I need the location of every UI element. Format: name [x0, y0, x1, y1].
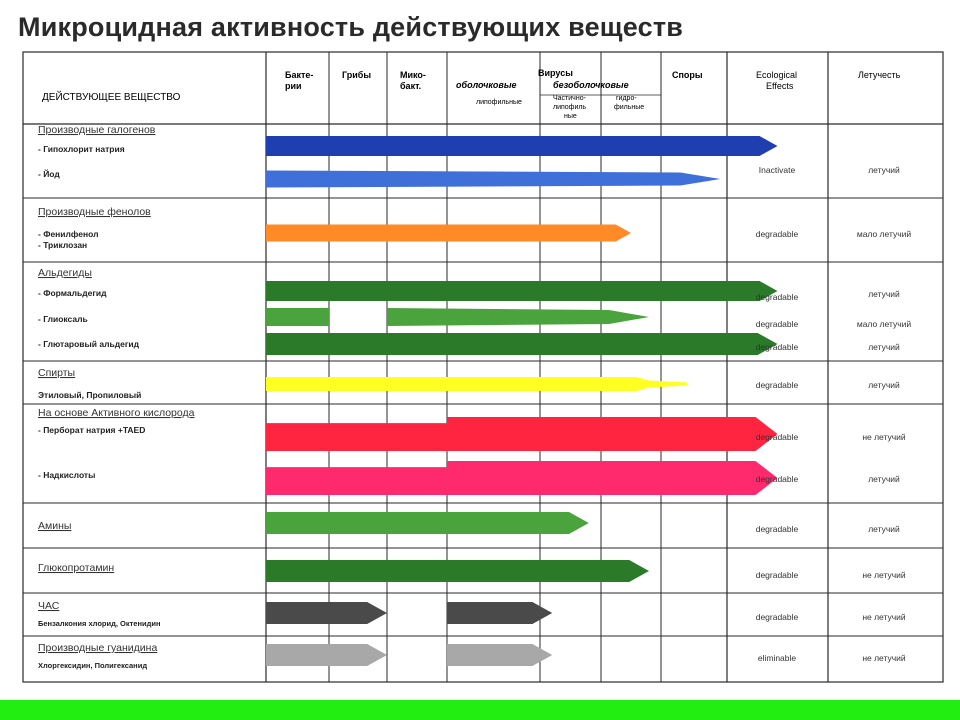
- volatility-label: летучий: [868, 289, 900, 299]
- substance-label: - Глютаровый альдегид: [38, 339, 140, 349]
- activity-bar: [266, 281, 778, 301]
- activity-bar: [266, 560, 649, 582]
- header-myco-2: бакт.: [400, 81, 422, 91]
- table-header: [42, 68, 901, 120]
- header-spores: Споры: [672, 70, 703, 80]
- eco-effect-label: degradable: [755, 319, 799, 329]
- activity-bar: [266, 417, 778, 451]
- eco-effect-label: degradable: [755, 524, 799, 534]
- group-title: ЧАС: [38, 600, 60, 612]
- volatility-label: летучий: [868, 380, 900, 390]
- substance-label: - Надкислоты: [38, 470, 96, 480]
- substance-label: - Глиоксаль: [38, 314, 88, 324]
- header-lipophilic: липофильные: [476, 99, 522, 106]
- substance-label: - Йод: [38, 169, 60, 179]
- group-title: Производные фенолов: [38, 206, 151, 218]
- header-bacteria-1: Бакте-: [285, 70, 314, 80]
- activity-bar: [447, 644, 552, 666]
- volatility-label: не летучий: [862, 570, 906, 580]
- activity-bar: [266, 377, 687, 391]
- substance-label: - Формальдегид: [38, 288, 107, 298]
- activity-bar: [266, 225, 631, 242]
- group-title: Амины: [38, 520, 72, 532]
- header-viruses: Вирусы: [538, 68, 573, 78]
- group-title: Спирты: [38, 367, 76, 379]
- eco-effect-label: degradable: [755, 612, 799, 622]
- activity-bar: [266, 644, 387, 666]
- activity-bar: [266, 136, 778, 156]
- substance-label: Хлоргексидин, Полигексанид: [38, 661, 148, 670]
- bottom-color-bar: [0, 700, 960, 720]
- eco-effect-label: degradable: [755, 292, 799, 302]
- volatility-label: не летучий: [862, 653, 906, 663]
- eco-effect-label: Inactivate: [758, 165, 796, 175]
- volatility-label: мало летучий: [856, 229, 912, 239]
- volatility-label: летучий: [868, 165, 900, 175]
- substance-label: - Триклозан: [38, 240, 88, 250]
- volatility-label: не летучий: [862, 432, 906, 442]
- header-nonenveloped: безоболочковые: [553, 80, 629, 90]
- activity-bars: [266, 136, 778, 666]
- eco-effect-label: degradable: [755, 432, 799, 442]
- header-partial-1: Частично-: [553, 95, 586, 102]
- header-partial-2: липофиль: [553, 104, 587, 111]
- header-bacteria-2: рии: [285, 81, 302, 91]
- substance-label: - Фенилфенол: [38, 229, 99, 239]
- eco-effect-label: degradable: [755, 229, 799, 239]
- activity-bar: [266, 171, 720, 188]
- activity-bar: [266, 461, 778, 495]
- volatility-label: летучий: [868, 524, 900, 534]
- group-title: Производные гуанидина: [38, 642, 158, 654]
- substance-label: - Гипохлорит натрия: [38, 144, 125, 154]
- header-enveloped: оболочковые: [456, 80, 517, 90]
- header-fungi: Грибы: [342, 70, 372, 80]
- volatility-label: летучий: [868, 474, 900, 484]
- activity-bar: [266, 512, 589, 534]
- substance-label: Бензалкония хлорид, Октенидин: [38, 619, 161, 628]
- eco-effect-label: degradable: [755, 474, 799, 484]
- group-title: На основе Активного кислорода: [38, 407, 195, 419]
- header-myco-1: Мико-: [400, 70, 426, 80]
- volatility-label: мало летучий: [856, 319, 912, 329]
- volatility-label: не летучий: [862, 612, 906, 622]
- activity-bar: [387, 308, 649, 326]
- substance-label: Этиловый, Пропиловый: [38, 390, 142, 400]
- eco-effect-label: degradable: [755, 570, 799, 580]
- eco-effect-label: eliminable: [757, 653, 797, 663]
- substance-label: - Перборат натрия +TAED: [38, 425, 146, 435]
- activity-bar: [266, 308, 329, 326]
- header-partial-3: ные: [564, 113, 577, 120]
- volatility-label: летучий: [868, 342, 900, 352]
- activity-bar: [266, 602, 387, 624]
- eco-effect-label: degradable: [755, 342, 799, 352]
- eco-effect-label: degradable: [755, 380, 799, 390]
- header-eco-2: Effects: [766, 81, 794, 91]
- activity-bar: [447, 602, 552, 624]
- header-substance: ДЕЙСТВУЮЩЕЕ ВЕЩЕСТВО: [42, 92, 181, 103]
- activity-bar: [266, 333, 778, 355]
- header-hydro-2: фильные: [614, 104, 645, 111]
- header-eco-1: Ecological: [756, 70, 798, 80]
- group-title: Альдегиды: [38, 267, 92, 279]
- header-hydro-1: гидро-: [616, 95, 637, 102]
- page-title: Микроцидная активность действующих веществ: [18, 12, 684, 42]
- group-title: Производные галогенов: [38, 124, 156, 136]
- header-volatility: Летучесть: [858, 70, 901, 80]
- group-title: Глюкопротамин: [38, 562, 115, 574]
- row-labels: [38, 124, 911, 670]
